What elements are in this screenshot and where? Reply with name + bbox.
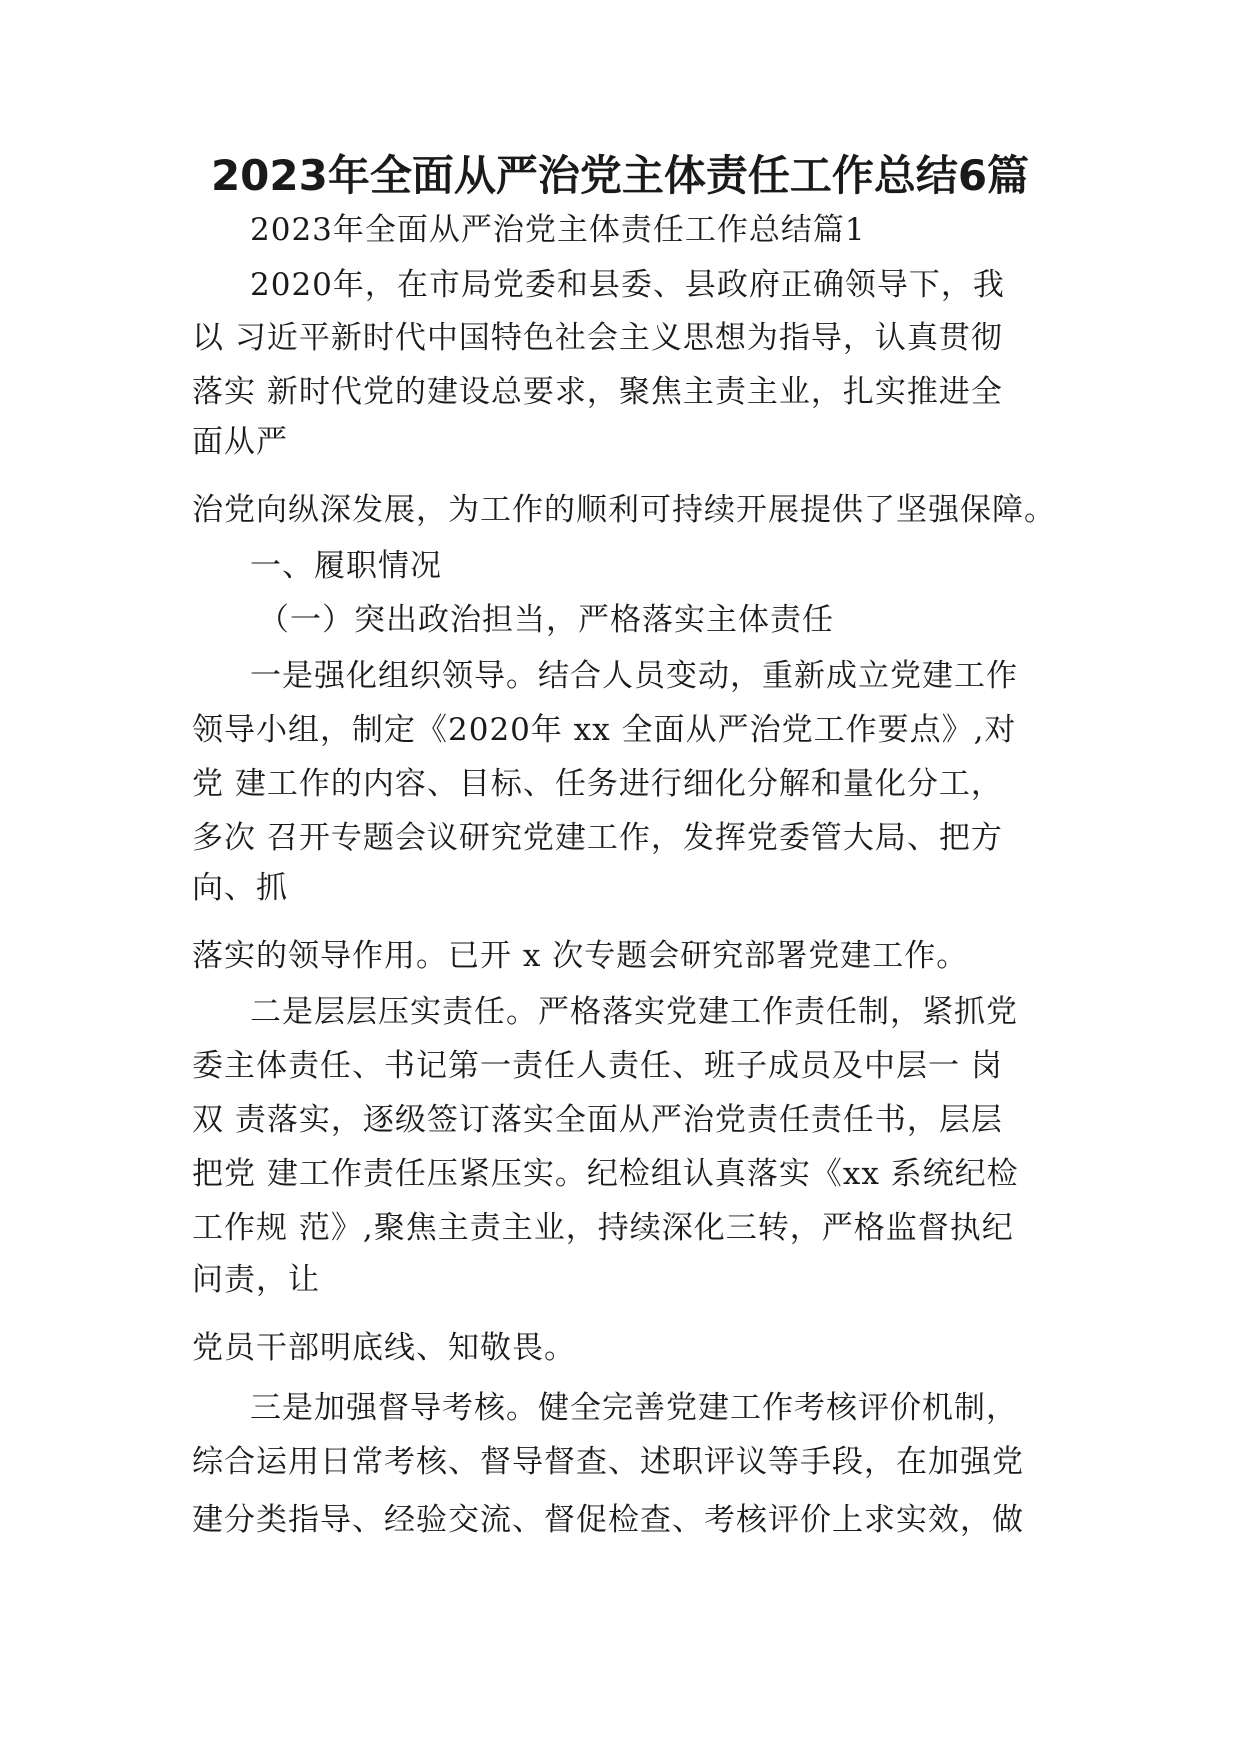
- section-heading: 一、履职情况: [250, 548, 442, 584]
- paragraph-line: 工作规 范》,聚焦主责主业，持续深化三转，严格监督执纪: [192, 1210, 1014, 1246]
- paragraph-line: 党 建工作的内容、目标、任务进行细化分解和量化分工，: [192, 766, 1003, 802]
- paragraph-line: 领导小组，制定《2020年 xx 全面从严治党工作要点》,对: [192, 712, 1017, 748]
- subtitle-line: 2023年全面从严治党主体责任工作总结篇1: [250, 212, 866, 248]
- paragraph-line: 三是加强督导考核。健全完善党建工作考核评价机制，: [250, 1390, 1018, 1426]
- paragraph-line: 治党向纵深发展，为工作的顺利可持续开展提供了坚强保障。: [192, 492, 1056, 528]
- paragraph-line: 二是层层压实责任。严格落实党建工作责任制，紧抓党: [250, 994, 1018, 1030]
- paragraph-line: 向、抓: [192, 870, 288, 906]
- paragraph-line: 以 习近平新时代中国特色社会主义思想为指导，认真贯彻: [192, 320, 1003, 356]
- paragraph-line: 问责，让: [192, 1262, 320, 1298]
- paragraph-line: 建分类指导、经验交流、督促检查、考核评价上求实效，做: [192, 1502, 1024, 1538]
- paragraph-line: 落实 新时代党的建设总要求，聚焦主责主业，扎实推进全: [192, 374, 1003, 410]
- paragraph-line: 把党 建工作责任压紧压实。纪检组认真落实《xx 系统纪检: [192, 1156, 1019, 1192]
- paragraph-line: 综合运用日常考核、督导督查、述职评议等手段，在加强党: [192, 1444, 1024, 1480]
- paragraph-line: 多次 召开专题会议研究党建工作，发挥党委管大局、把方: [192, 820, 1003, 856]
- document-title: 2023年全面从严治党主体责任工作总结6篇: [210, 151, 1030, 200]
- subsection-heading: （一）突出政治担当，严格落实主体责任: [258, 602, 834, 638]
- paragraph-line: 双 责落实，逐级签订落实全面从严治党责任责任书，层层: [192, 1102, 1003, 1138]
- paragraph-line: 一是强化组织领导。结合人员变动，重新成立党建工作: [250, 658, 1018, 694]
- paragraph-line: 2020年，在市局党委和县委、县政府正确领导下，我: [250, 267, 1005, 303]
- paragraph-line: 委主体责任、书记第一责任人责任、班子成员及中层一 岗: [192, 1048, 1003, 1084]
- paragraph-line: 落实的领导作用。已开 x 次专题会研究部署党建工作。: [192, 938, 969, 974]
- paragraph-line: 面从严: [192, 424, 288, 460]
- paragraph-line: 党员干部明底线、知敬畏。: [192, 1330, 576, 1366]
